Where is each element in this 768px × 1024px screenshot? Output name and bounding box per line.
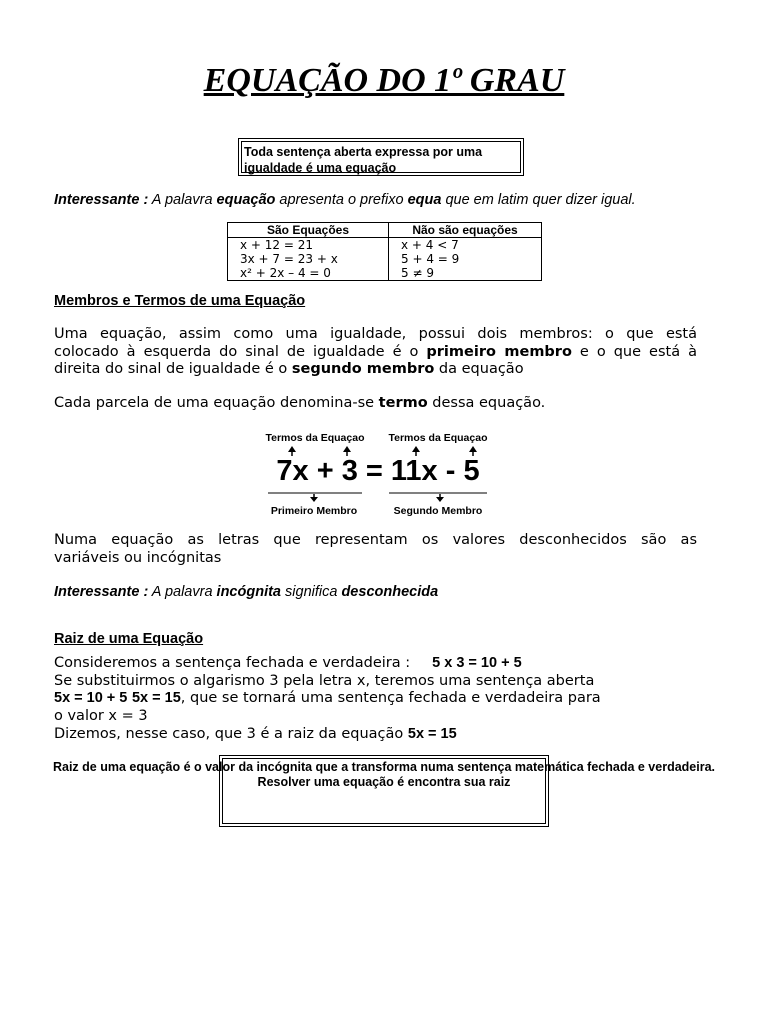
table-header: São Equações	[228, 223, 389, 238]
bold-text: primeiro membro	[426, 343, 572, 360]
note-bold: incógnita	[216, 584, 281, 600]
bold-text: termo	[378, 395, 428, 411]
note-text: que em latim quer dizer igual.	[441, 192, 636, 208]
note-text: significa	[281, 584, 342, 600]
equation-text: 5 ≠ 9	[401, 266, 434, 280]
table-cell	[228, 238, 389, 281]
equation-text: 3x + 7 = 23 + x	[240, 252, 338, 266]
second-member-label: Segundo Membro	[393, 505, 483, 517]
page-title: EQUAÇÃO DO 1º GRAU	[203, 62, 565, 99]
definition-box	[238, 138, 524, 176]
equation-text: x + 12 = 21	[240, 238, 314, 252]
bold-equation: 5x = 15	[407, 725, 457, 742]
note-bold: equa	[407, 192, 442, 208]
text: Consideremos a sentença fechada e verdadeira :	[54, 655, 411, 671]
paragraph-line	[54, 344, 697, 362]
equation-text: 5 + 4 = 9	[401, 252, 460, 266]
list-item	[401, 252, 541, 266]
arrow-down-icon	[310, 494, 318, 502]
equation-example: 7x + 3 = 11x - 5	[276, 455, 480, 487]
list-item	[240, 252, 388, 266]
paragraph-line	[54, 726, 754, 744]
note-text: A palavra	[148, 584, 217, 600]
section-heading-members: Membros e Termos de uma Equação	[54, 293, 306, 309]
first-member-label: Primeiro Membro	[270, 505, 358, 517]
table-row	[228, 238, 542, 281]
equation-diagram-svg	[250, 428, 510, 520]
definition-line-1: Toda sentença aberta expressa por uma	[244, 145, 483, 159]
table-header-row	[228, 223, 542, 238]
note-bold: desconhecida	[341, 584, 439, 600]
section-heading-root: Raiz de uma Equação	[54, 631, 204, 647]
root-definition-text	[0, 760, 768, 790]
bold-equation: 5x = 10 + 5	[54, 690, 128, 707]
text: Cada parcela de uma equação denomina-se	[54, 395, 379, 411]
note-bold: equação	[216, 192, 276, 208]
terms-label-left: Termos da Equaçao	[265, 432, 365, 444]
terms-label-right: Termos da Equaçao	[388, 432, 488, 444]
paragraph-line: Se substituirmos o algarismo 3 pela letra x, teremos uma sentença aberta	[54, 672, 595, 689]
text: direita do sinal de igualdade é o	[54, 361, 292, 377]
equation-text: x + 4 < 7	[401, 238, 459, 252]
text: e o que está à	[571, 343, 697, 360]
paragraph-line	[54, 326, 697, 344]
bold-text: segundo membro	[291, 361, 435, 377]
interesting-label: Interessante :	[54, 584, 149, 600]
text: , que se tornará uma sentença fechada e verdadeira para	[180, 690, 601, 707]
arrow-down-icon	[436, 494, 444, 502]
list-item	[401, 266, 541, 280]
equations-table	[227, 222, 542, 281]
paragraph-line	[54, 532, 697, 550]
interesting-note-1	[54, 191, 754, 209]
definition-line-2: igualdade é uma equação	[244, 161, 397, 175]
paragraph-line	[54, 361, 697, 379]
equation-diagram	[250, 428, 510, 520]
text: dessa equação.	[427, 395, 546, 411]
bold-equation: 5x = 15	[131, 690, 181, 707]
text: colocado à esquerda do sinal de igualdade é o	[54, 343, 427, 360]
list-item	[240, 266, 388, 280]
root-definition-line-1: Raiz de uma equação é o valor da incógnita que a transforma numa sentença matemática fechada e verdadeira.	[52, 760, 716, 774]
table-header: Não são equações	[389, 223, 542, 238]
text: Uma equação, assim como uma igualdade, possui dois membros: o que está	[54, 326, 697, 342]
list-item	[401, 238, 541, 252]
list-item	[240, 238, 388, 252]
equation-text: x² + 2x – 4 = 0	[240, 266, 331, 280]
text: da equação	[434, 361, 524, 377]
note-text: apresenta o prefixo	[275, 192, 408, 208]
paragraph-root	[54, 655, 754, 744]
text: Dizemos, nesse caso, que 3 é a raiz da equação	[54, 725, 408, 742]
root-definition-line-2: Resolver uma equação é encontra sua raiz	[257, 775, 511, 789]
note-text: A palavra	[148, 192, 217, 208]
paragraph-term	[54, 395, 714, 413]
interesting-note-2	[54, 583, 754, 601]
paragraph-line	[54, 655, 754, 673]
paragraph-line	[54, 690, 754, 708]
paragraph-variables	[54, 532, 697, 567]
table-cell	[389, 238, 542, 281]
interesting-label: Interessante :	[54, 192, 149, 208]
text: Numa equação as letras que representam os valores desconhecidos são as	[54, 532, 697, 548]
bold-equation: 5 x 3 = 10 + 5	[432, 655, 522, 671]
paragraph-line: o valor x = 3	[54, 708, 148, 725]
paragraph-line: variáveis ou incógnitas	[54, 549, 222, 566]
paragraph-members	[54, 326, 697, 379]
